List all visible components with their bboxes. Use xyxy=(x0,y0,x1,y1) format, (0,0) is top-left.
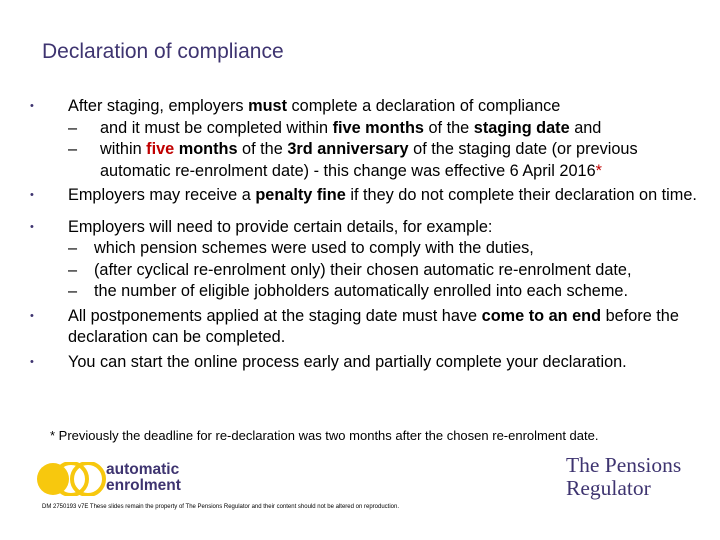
dash-icon: – xyxy=(68,140,78,158)
bullet-text: You can start the online process early and partially complete your declaration. xyxy=(68,352,627,371)
bullet-text: if they do not complete their declaration on time. xyxy=(345,186,697,204)
page-title: Declaration of compliance xyxy=(42,40,284,63)
asterisk-mark: * xyxy=(595,161,602,180)
bullet-item xyxy=(30,217,710,303)
logo-line: automatic xyxy=(106,461,180,478)
bold-text: 3rd anniversary xyxy=(287,140,409,158)
bullet-text: before the declaration can be completed. xyxy=(68,306,679,346)
dash-icon: – xyxy=(68,239,78,257)
logo-line: The Pensions xyxy=(566,453,682,477)
sub-item xyxy=(68,281,710,303)
bullet-text: After staging, employers xyxy=(68,97,249,115)
bullet-icon: • xyxy=(30,355,34,368)
bullet-text: Employers will need to provide certain details, for example: xyxy=(68,217,493,236)
sub-text: and xyxy=(569,118,602,137)
sub-item xyxy=(68,118,710,140)
bold-text: five months xyxy=(332,118,424,137)
bullet-item xyxy=(30,352,710,374)
bullet-list xyxy=(30,96,710,373)
logo-line: enrolment xyxy=(106,477,181,494)
sub-item xyxy=(68,139,710,182)
bullet-icon: • xyxy=(30,309,34,322)
bold-text: months xyxy=(174,140,238,158)
sub-item xyxy=(68,238,710,260)
sub-text: which pension schemes were used to comply with the duties, xyxy=(94,239,534,257)
bullet-icon: • xyxy=(30,100,34,112)
sub-text: (after cyclical re-enrolment only) their chosen automatic re-enrolment date, xyxy=(94,260,632,279)
bold-text: penalty fine xyxy=(255,186,346,204)
bold-text: must xyxy=(248,97,287,115)
sub-text: of the xyxy=(423,118,474,137)
bullet-item xyxy=(30,306,710,349)
bullet-text: All postponements applied at the staging date must have xyxy=(68,306,482,325)
sub-text: the number of eligible jobholders automatically enrolled into each scheme. xyxy=(94,282,628,300)
bullet-item xyxy=(30,185,710,207)
sub-text: of the staging date (or previous automatic re-enrolment date) - this change was effective 6 April 2016 xyxy=(100,140,638,180)
bullet-icon: • xyxy=(30,220,34,233)
dash-icon: – xyxy=(68,260,78,279)
dash-icon: – xyxy=(68,118,78,137)
bold-text: come to an end xyxy=(481,306,602,325)
sub-item xyxy=(68,260,710,282)
footnote: * Previously the deadline for re-declaration was two months after the chosen re-enrolment date. xyxy=(50,428,599,443)
automatic-enrolment-wordmark xyxy=(106,462,181,494)
bullet-text: Employers may receive a xyxy=(68,186,256,204)
bullet-item xyxy=(30,96,710,182)
bullet-icon: • xyxy=(30,189,34,201)
logo-line: Regulator xyxy=(566,476,651,500)
dash-icon: – xyxy=(68,282,78,300)
disclaimer-text: DM 2750193 v7E These slides remain the property of The Pensions Regulator and their content should not be altered on reproduction. xyxy=(42,504,399,510)
sub-text: and it must be completed within xyxy=(100,118,333,137)
sub-text: of the xyxy=(237,140,288,158)
bullet-text: complete a declaration of compliance xyxy=(287,97,561,115)
highlight-text: five xyxy=(146,140,175,158)
bold-text: staging date xyxy=(473,118,570,137)
pensions-regulator-logo xyxy=(566,454,681,500)
sub-text: within xyxy=(100,140,147,158)
